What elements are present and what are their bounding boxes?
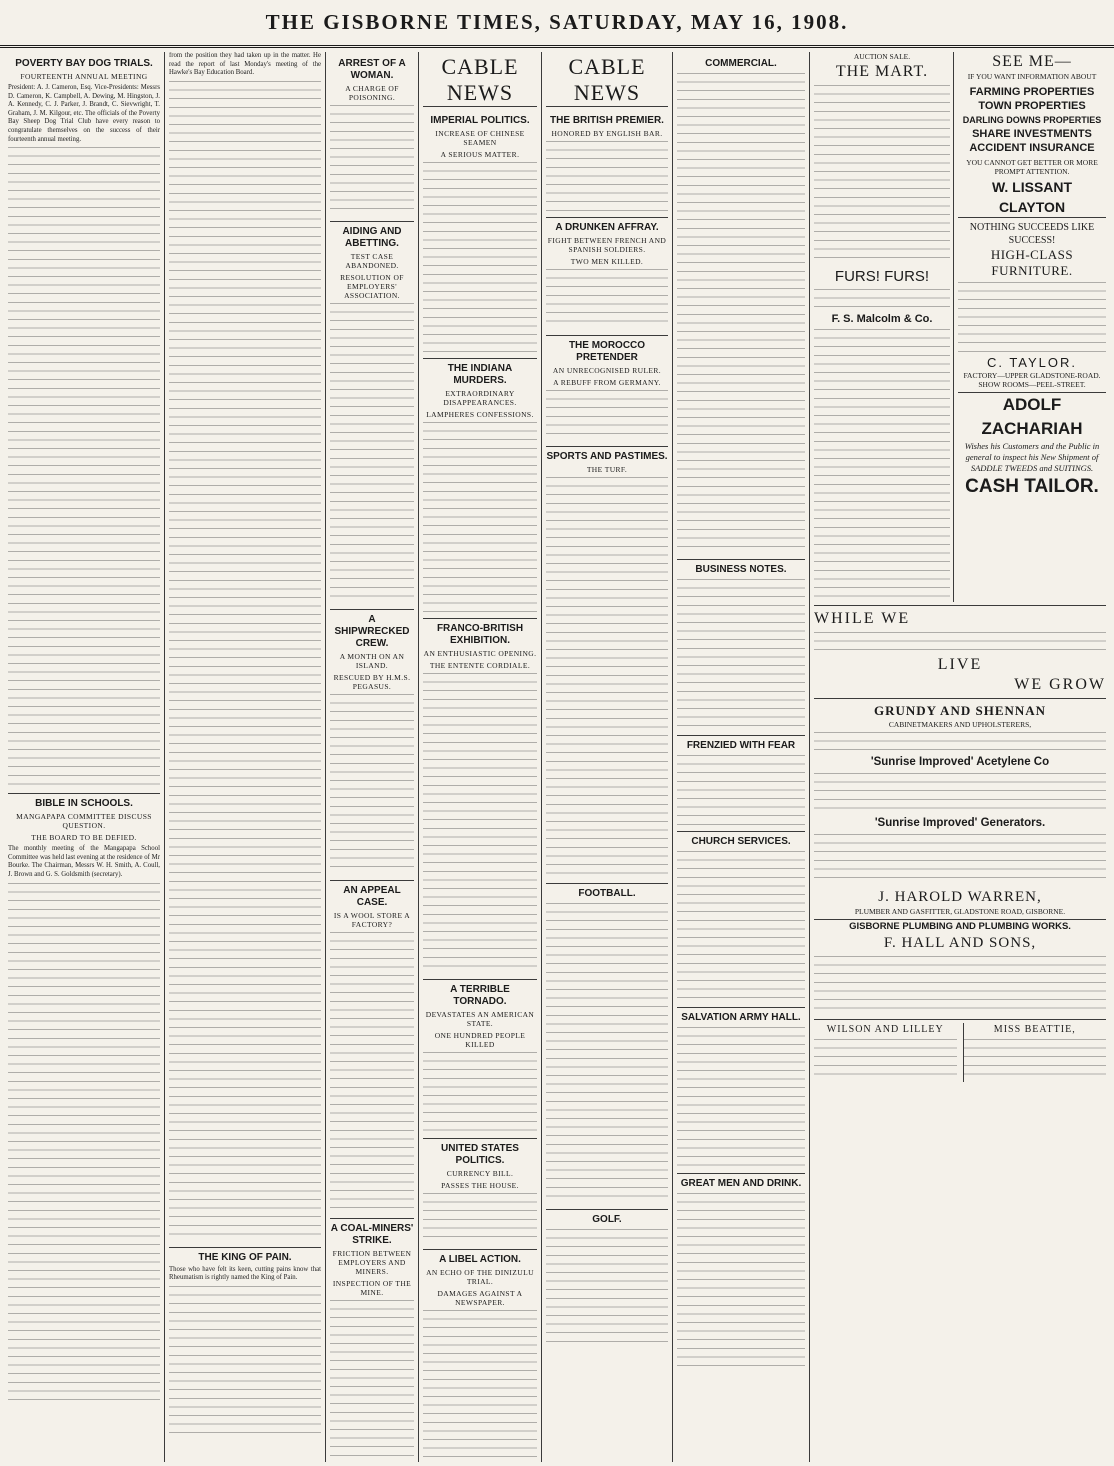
live-heading: LIVE	[937, 655, 983, 673]
subheadline: RESOLUTION OF EMPLOYERS' ASSOCIATION.	[340, 273, 404, 300]
headline: A DRUNKEN AFFRAY.	[546, 217, 668, 234]
sunrise-acetylene: 'Sunrise Improved' Acetylene Co	[870, 756, 1050, 768]
subheadline: INSPECTION OF THE MINE.	[332, 1279, 412, 1297]
see-me-advert	[958, 52, 1106, 602]
newspaper-page	[4, 52, 1110, 1462]
headline: POVERTY BAY DOG TRIALS.	[15, 58, 153, 69]
subheadline: MANGAPAPA COMMITTEE DISCUSS QUESTION.	[16, 812, 152, 831]
headline: FOOTBALL.	[546, 883, 668, 900]
text-block	[423, 162, 537, 352]
text-block	[964, 1039, 1107, 1079]
text-block	[814, 834, 1106, 884]
text-block	[330, 694, 414, 874]
beattie-name: MISS BEATTIE,	[993, 1023, 1076, 1035]
section-title: CABLE NEWS	[423, 54, 537, 107]
text-block	[814, 1039, 957, 1079]
text-block	[330, 1300, 414, 1462]
headline: SPORTS AND PASTIMES.	[546, 446, 668, 463]
headline: GOLF.	[546, 1209, 668, 1226]
text-block	[677, 755, 805, 825]
text-block	[8, 147, 160, 787]
subheadline: FOURTEENTH ANNUAL MEETING	[20, 72, 148, 81]
text-block	[546, 269, 668, 329]
column-6	[673, 52, 810, 1462]
subheadline: ONE HUNDRED PEOPLE KILLED	[434, 1031, 526, 1049]
subheadline: HONORED BY ENGLISH BAR.	[551, 129, 663, 138]
section-title: CABLE NEWS	[546, 54, 668, 107]
article-text: from the position they had taken up in the matter. He read the report of last Monday's meeting of the Hawke's Bay Education Board.	[169, 52, 321, 77]
text-block	[814, 773, 1106, 813]
cash-tailor: CASH TAILOR.	[965, 475, 1099, 497]
subheadline: A REBUFF FROM GERMANY.	[553, 378, 661, 387]
zachariah-text: Wishes his Customers and the Public in general to inspect his New Shipment of SADDLE TWEEDS and SUITINGS.	[964, 440, 1100, 473]
zachariah-name: ADOLF ZACHARIAH	[981, 394, 1083, 438]
mart-label: AUCTION SALE.	[853, 52, 911, 61]
nothing-succeeds: NOTHING SUCCEEDS LIKE SUCCESS!	[969, 221, 1095, 246]
text-block	[814, 732, 1106, 752]
subheadline: EXTRAORDINARY DISAPPEARANCES.	[443, 389, 517, 407]
masthead	[0, 0, 1114, 48]
headline: THE INDIANA MURDERS.	[423, 358, 537, 387]
headline: COMMERCIAL.	[705, 58, 777, 69]
property-item: ACCIDENT INSURANCE	[969, 141, 1095, 154]
subheadline: AN ENTHUSIASTIC OPENING.	[423, 649, 537, 658]
text-block	[814, 956, 1106, 1016]
headline: THE KING OF PAIN.	[169, 1247, 321, 1264]
article-text: Those who have felt its keen, cutting pains know that Rheumatism is rightly named the King of Pain.	[169, 1265, 321, 1282]
while-we-heading: WHILE WE	[814, 609, 911, 627]
column-1	[4, 52, 165, 1462]
headline: BUSINESS NOTES.	[677, 559, 805, 576]
headline: IMPERIAL POLITICS.	[430, 115, 530, 126]
props-note: YOU CANNOT GET BETTER OR MORE PROMPT ATTENTION.	[966, 157, 1098, 176]
text-block	[330, 303, 414, 603]
malcolm-name: F. S. Malcolm & Co.	[831, 312, 933, 325]
taylor-name: C. TAYLOR.	[986, 354, 1078, 370]
headline: FRANCO-BRITISH EXHIBITION.	[423, 618, 537, 647]
subheadline: PASSES THE HOUSE.	[441, 1181, 519, 1190]
clayton-name: W. LISSANT CLAYTON	[958, 177, 1106, 218]
headline: BIBLE IN SCHOOLS.	[8, 793, 160, 810]
text-block	[169, 1286, 321, 1436]
text-block	[814, 289, 950, 309]
headline: ARREST OF A WOMAN.	[338, 58, 406, 81]
text-block	[814, 329, 950, 599]
text-block	[546, 141, 668, 211]
furniture-title: HIGH-CLASS FURNITURE.	[990, 246, 1074, 278]
column-7-advertisements	[810, 52, 1110, 1462]
text-block	[169, 81, 321, 1241]
text-block	[546, 1229, 668, 1349]
mart-title: THE MART.	[835, 62, 929, 80]
text-block	[677, 851, 805, 1001]
subheadline: AN UNRECOGNISED RULER.	[552, 366, 662, 375]
subheadline: INCREASE OF CHINESE SEAMEN	[435, 129, 525, 147]
text-block	[677, 579, 805, 729]
property-item: FARMING PROPERTIES	[969, 85, 1095, 98]
text-block	[546, 390, 668, 440]
wilson-lilley: WILSON AND LILLEY	[826, 1023, 944, 1035]
article-text: The monthly meeting of the Mangapapa School Committee was held last evening at the residence of Mr Bourke. The Chairman, Messrs W. H. Smith, A. Coull, J. Brown and G. S. Goldsmith (secretary).	[8, 845, 160, 878]
newspaper-title: THE GISBORNE TIMES, SATURDAY, MAY 16, 1908.	[265, 10, 849, 34]
grundy-sub: CABINETMAKERS AND UPHOLSTERERS,	[888, 719, 1032, 729]
subheadline: IS A WOOL STORE A FACTORY?	[333, 911, 411, 929]
subheadline: FIGHT BETWEEN FRENCH AND SPANISH SOLDIERS.	[547, 236, 667, 254]
column-3	[326, 52, 419, 1462]
see-me-sub: IF YOU WANT INFORMATION ABOUT	[967, 72, 1097, 81]
subheadline: AN ECHO OF THE DINIZULU TRIAL.	[426, 1268, 534, 1286]
grundy-name: GRUNDY AND SHENNAN	[873, 702, 1047, 718]
headline: AIDING AND ABETTING.	[330, 221, 414, 250]
column-5	[542, 52, 673, 1462]
hall-heading: GISBORNE PLUMBING AND PLUMBING WORKS.	[849, 920, 1071, 932]
headline: UNITED STATES POLITICS.	[423, 1138, 537, 1167]
text-block	[423, 1052, 537, 1132]
headline: A COAL-MINERS' STRIKE.	[330, 1218, 414, 1247]
subheadline: THE ENTENTE CORDIALE.	[429, 661, 531, 670]
subheadline: LAMPHERES CONFESSIONS.	[426, 410, 534, 419]
property-item: TOWN PROPERTIES	[978, 99, 1086, 112]
subheadline: TWO MEN KILLED.	[570, 257, 644, 266]
headline: A TERRIBLE TORNADO.	[423, 979, 537, 1008]
subheadline: RESCUED BY H.M.S. PEGASUS.	[333, 673, 411, 691]
headline: THE MOROCCO PRETENDER	[546, 335, 668, 364]
text-block	[423, 673, 537, 973]
property-item: DARLING DOWNS PROPERTIES	[962, 114, 1102, 125]
text-block	[423, 422, 537, 612]
text-block	[330, 105, 414, 215]
subheadline: THE BOARD TO BE DEFIED.	[31, 833, 137, 843]
headline: A LIBEL ACTION.	[423, 1249, 537, 1266]
text-block	[546, 903, 668, 1203]
see-me-title: SEE ME—	[992, 53, 1072, 70]
headline: CHURCH SERVICES.	[677, 831, 805, 848]
mart-advert	[814, 52, 954, 602]
text-block	[677, 73, 805, 553]
subheadline: FRICTION BETWEEN EMPLOYERS AND MINERS.	[332, 1249, 412, 1276]
headline: GREAT MEN AND DRINK.	[677, 1173, 805, 1190]
headline: FRENZIED WITH FEAR	[677, 735, 805, 752]
text-block	[677, 1193, 805, 1373]
subheadline: THE TURF.	[586, 465, 628, 474]
hall-name: F. HALL AND SONS,	[883, 934, 1037, 951]
we-grow-heading: WE GROW	[1014, 675, 1106, 693]
taylor-address: FACTORY—UPPER GLADSTONE-ROAD. SHOW ROOMS—PEEL-STREET.	[958, 371, 1106, 393]
text-block	[423, 1193, 537, 1243]
text-block	[423, 1310, 537, 1462]
subheadline: A SERIOUS MATTER.	[440, 150, 520, 159]
text-block	[8, 883, 160, 1403]
column-4	[419, 52, 542, 1462]
column-2	[165, 52, 326, 1462]
text-block	[814, 85, 950, 265]
text-block	[330, 932, 414, 1212]
property-list	[958, 85, 1106, 155]
divider	[814, 1019, 1106, 1020]
divider	[814, 698, 1106, 699]
headline: A SHIPWRECKED CREW.	[330, 609, 414, 650]
article-text: President: A. J. Cameron, Esq. Vice-Presidents: Messrs D. Cameron, K. Campbell, A. Dewing, M. Hingston, J. A. Kennedy, C. J. Parker, J. Brandt, C. Sievwright, T. Graham, J. M. Kilgour, etc. The officials of the Poverty Bay Sheep Dog Trial Club have every reason to congratulate themselves on the success of their fourteenth annual meeting.	[8, 84, 160, 143]
subheadline: DAMAGES AGAINST A NEWSPAPER.	[437, 1289, 523, 1307]
text-block	[677, 1027, 805, 1167]
headline: SALVATION ARMY HALL.	[677, 1007, 805, 1024]
property-item: SHARE INVESTMENTS	[972, 127, 1092, 140]
text-block	[958, 282, 1106, 352]
divider	[814, 605, 1106, 606]
sunrise-generators: 'Sunrise Improved' Generators.	[874, 817, 1046, 829]
subheadline: A MONTH ON AN ISLAND.	[339, 652, 405, 670]
furs-title: FURS! FURS!	[834, 267, 930, 285]
warren-name: J. HAROLD WARREN,	[878, 889, 1042, 905]
subheadline: DEVASTATES AN AMERICAN STATE.	[425, 1010, 535, 1028]
subheadline: A CHARGE OF POISONING.	[345, 84, 399, 102]
subheadline: TEST CASE ABANDONED.	[345, 252, 399, 270]
headline: THE BRITISH PREMIER.	[550, 115, 664, 126]
text-block	[814, 632, 1106, 652]
headline: AN APPEAL CASE.	[330, 880, 414, 909]
warren-sub: PLUMBER AND GASFITTER, GLADSTONE ROAD, GISBORNE.	[814, 907, 1106, 920]
text-block	[546, 477, 668, 877]
subheadline: CURRENCY BILL.	[446, 1169, 514, 1178]
